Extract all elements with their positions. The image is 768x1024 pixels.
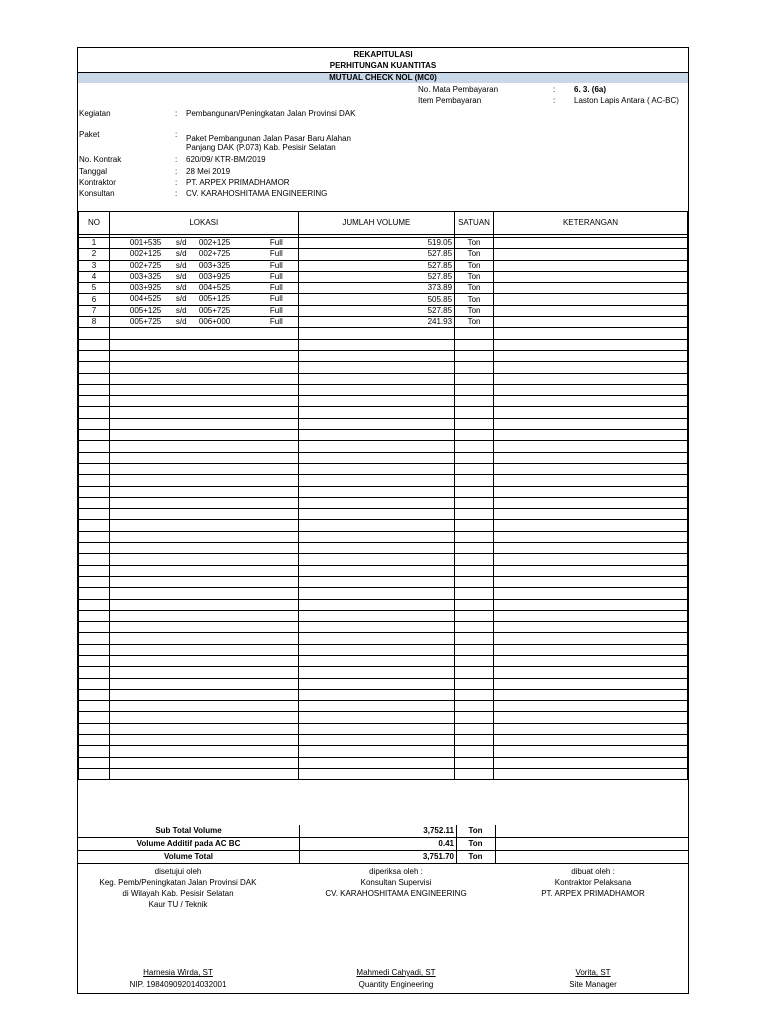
lokasi-type: Full [269, 260, 283, 270]
lokasi-type: Full [269, 317, 283, 327]
table-header-row [79, 212, 688, 235]
kontrak-sep: : [175, 155, 178, 164]
lokasi-type: Full [269, 238, 283, 247]
lokasi-type: Full [269, 249, 283, 259]
sig-middle-role: diperiksa oleh : [369, 867, 423, 876]
kegiatan-label: Kegiatan [79, 109, 111, 118]
cell-no: 3 [79, 260, 110, 271]
additif-row [78, 838, 688, 851]
empty-table-row [79, 622, 688, 633]
lokasi-type: Full [269, 294, 283, 304]
cell-lokasi [109, 305, 298, 316]
table-row [79, 283, 688, 294]
empty-table-row [79, 407, 688, 418]
sig-left-role: disetujui oleh [154, 867, 202, 876]
header-lokasi: LOKASI [109, 212, 298, 235]
empty-table-row [79, 452, 688, 463]
subtotal-label: Sub Total Volume [155, 826, 222, 835]
empty-table-row [79, 339, 688, 350]
cell-lokasi [109, 271, 298, 282]
cell-satuan: Ton [455, 260, 494, 271]
empty-table-row [79, 475, 688, 486]
empty-table-row [79, 362, 688, 373]
sig-right-org-1: Kontraktor Pelaksana [554, 878, 632, 887]
sig-left-org-2: di Wilayah Kab. Pesisir Selatan [122, 889, 234, 898]
lokasi-sd: s/d [175, 317, 187, 327]
cell-volume: 527.85 [298, 305, 454, 316]
mata-pembayaran-sep: : [553, 85, 556, 94]
cell-volume: 505.85 [298, 294, 454, 305]
sig-right-name: Vorita, ST [575, 968, 611, 977]
empty-table-row [79, 633, 688, 644]
subtotal-unit: Ton [468, 826, 483, 835]
kontrak-value: 620/09/ KTR-BM/2019 [186, 155, 266, 164]
cell-satuan: Ton [455, 271, 494, 282]
paket-value-line-1: Paket Pembangunan Jalan Pasar Baru Alahan [186, 134, 352, 143]
cell-no: 6 [79, 294, 110, 305]
cell-keterangan [494, 260, 688, 271]
tanggal-label: Tanggal [79, 167, 108, 176]
lokasi-from: 001+535 [129, 238, 162, 247]
item-pembayaran-label: Item Pembayaran [418, 96, 482, 105]
header-keterangan: KETERANGAN [494, 212, 688, 235]
empty-table-row [79, 689, 688, 700]
lokasi-to: 005+725 [198, 305, 231, 315]
lokasi-sd: s/d [175, 283, 187, 293]
sig-left-org-3: Kaur TU / Teknik [148, 900, 208, 909]
title-line-2: PERHITUNGAN KUANTITAS [329, 61, 437, 70]
total-value: 3,751.70 [422, 852, 454, 861]
cell-keterangan [494, 294, 688, 305]
cell-no: 1 [79, 238, 110, 249]
konsultan-sep: : [175, 189, 178, 198]
header-no: NO [79, 212, 110, 235]
total-unit: Ton [468, 852, 483, 861]
volume-table [78, 211, 688, 780]
lokasi-from: 002+725 [129, 260, 162, 270]
empty-table-row [79, 350, 688, 361]
lokasi-to: 003+325 [198, 260, 231, 270]
lokasi-to: 005+125 [198, 294, 231, 304]
kegiatan-sep: : [175, 109, 178, 118]
table-row [79, 249, 688, 260]
sig-right-org-2: PT. ARPEX PRIMADHAMOR [541, 889, 645, 898]
empty-table-row [79, 701, 688, 712]
cell-lokasi [109, 260, 298, 271]
empty-table-row [79, 723, 688, 734]
cell-volume: 527.85 [298, 249, 454, 260]
konsultan-value: CV. KARAHOSHITAMA ENGINEERING [186, 189, 328, 198]
lokasi-sd: s/d [175, 271, 187, 281]
lokasi-from: 003+325 [129, 271, 162, 281]
cell-no: 2 [79, 249, 110, 260]
cell-volume: 519.05 [298, 238, 454, 249]
empty-table-row [79, 610, 688, 621]
kegiatan-value: Pembangunan/Peningkatan Jalan Provinsi DAK [186, 109, 356, 118]
empty-table-row [79, 655, 688, 666]
additif-unit: Ton [468, 839, 483, 848]
cell-satuan: Ton [455, 283, 494, 294]
empty-table-row [79, 396, 688, 407]
empty-table-row [79, 644, 688, 655]
lokasi-sd: s/d [175, 305, 187, 315]
empty-table-row [79, 712, 688, 723]
subtotal-value: 3,752.11 [423, 826, 454, 835]
empty-table-row [79, 576, 688, 587]
lokasi-sd: s/d [175, 238, 187, 247]
lokasi-from: 003+925 [129, 283, 162, 293]
mata-pembayaran-label: No. Mata Pembayaran [418, 85, 499, 94]
empty-table-row [79, 588, 688, 599]
title-line-3: MUTUAL CHECK NOL (MC0) [329, 73, 437, 82]
additif-label: Volume Additif pada AC BC [136, 839, 241, 848]
cell-satuan: Ton [455, 305, 494, 316]
cell-keterangan [494, 283, 688, 294]
empty-table-row [79, 430, 688, 441]
cell-satuan: Ton [455, 294, 494, 305]
table-row [79, 271, 688, 282]
empty-table-row [79, 531, 688, 542]
empty-table-row [79, 418, 688, 429]
lokasi-from: 002+125 [129, 249, 162, 259]
title-divider [78, 72, 688, 73]
empty-table-row [79, 599, 688, 610]
kontrak-label: No. Kontrak [79, 155, 122, 164]
table-row [79, 260, 688, 271]
empty-table-row [79, 768, 688, 779]
paket-value-line-2: Panjang DAK (P.073) Kab. Pesisir Selatan [186, 143, 336, 152]
cell-volume: 373.89 [298, 283, 454, 294]
table-row [79, 294, 688, 305]
table-row [79, 317, 688, 328]
empty-table-row [79, 441, 688, 452]
konsultan-label: Konsultan [79, 189, 115, 198]
empty-table-row [79, 667, 688, 678]
table-row [79, 238, 688, 249]
empty-table-row [79, 463, 688, 474]
cell-lokasi [109, 283, 298, 294]
cell-no: 4 [79, 271, 110, 282]
sig-middle-org-1: Konsultan Supervisi [360, 878, 432, 887]
cell-volume: 241.93 [298, 317, 454, 328]
cell-keterangan [494, 238, 688, 249]
paket-sep: : [175, 130, 178, 139]
lokasi-from: 005+125 [129, 305, 162, 315]
kontraktor-label: Kontraktor [79, 178, 116, 187]
lokasi-from: 005+725 [129, 317, 162, 327]
lokasi-to: 002+725 [198, 249, 231, 259]
sig-left-title: NIP. 198409092014032001 [129, 980, 227, 989]
paket-label: Paket [79, 130, 100, 139]
cell-lokasi [109, 317, 298, 328]
empty-table-row [79, 486, 688, 497]
empty-table-row [79, 757, 688, 768]
cell-satuan: Ton [455, 238, 494, 249]
subtotal-row [78, 825, 688, 838]
additif-value: 0.41 [438, 839, 454, 848]
item-pembayaran-sep: : [553, 96, 556, 105]
empty-table-row [79, 735, 688, 746]
kontraktor-value: PT. ARPEX PRIMADHAMOR [186, 178, 290, 187]
cell-lokasi [109, 294, 298, 305]
sig-left-name: Harnesia Wirda, ST [143, 968, 213, 977]
empty-table-row [79, 497, 688, 508]
empty-table-row [79, 678, 688, 689]
sig-right-title: Site Manager [569, 980, 617, 989]
lokasi-to: 003+925 [198, 271, 231, 281]
sig-left-org-1: Keg. Pemb/Peningkatan Jalan Provinsi DAK [99, 878, 257, 887]
lokasi-type: Full [269, 283, 283, 293]
empty-table-row [79, 565, 688, 576]
lokasi-to: 004+525 [198, 283, 231, 293]
cell-lokasi [109, 238, 298, 249]
empty-table-row [79, 509, 688, 520]
cell-volume: 527.85 [298, 260, 454, 271]
cell-satuan: Ton [455, 249, 494, 260]
tanggal-value: 28 Mei 2019 [186, 167, 231, 176]
cell-keterangan [494, 271, 688, 282]
lokasi-type: Full [269, 271, 283, 281]
cell-satuan: Ton [455, 317, 494, 328]
document-sheet [77, 47, 689, 994]
header-volume: JUMLAH VOLUME [298, 212, 454, 235]
cell-keterangan [494, 249, 688, 260]
cell-no: 5 [79, 283, 110, 294]
cell-volume: 527.85 [298, 271, 454, 282]
empty-table-row [79, 543, 688, 554]
lokasi-sd: s/d [175, 260, 187, 270]
empty-table-row [79, 746, 688, 757]
empty-table-row [79, 384, 688, 395]
lokasi-from: 004+525 [129, 294, 162, 304]
cell-keterangan [494, 305, 688, 316]
kontraktor-sep: : [175, 178, 178, 187]
lokasi-sd: s/d [175, 249, 187, 259]
empty-table-row [79, 520, 688, 531]
empty-table-row [79, 373, 688, 384]
empty-table-row [79, 554, 688, 565]
tanggal-sep: : [175, 167, 178, 176]
cell-no: 8 [79, 317, 110, 328]
mata-pembayaran-value: 6. 3. (6a) [574, 85, 607, 94]
table-row [79, 305, 688, 316]
cell-no: 7 [79, 305, 110, 316]
total-row [78, 851, 688, 864]
total-label: Volume Total [163, 852, 214, 861]
lokasi-to: 006+000 [198, 317, 231, 327]
title-line-1: REKAPITULASI [353, 50, 413, 59]
cell-lokasi [109, 249, 298, 260]
sig-middle-title: Quantity Engineering [358, 980, 434, 989]
cell-keterangan [494, 317, 688, 328]
sig-middle-name: Mahmedi Cahyadi, ST [356, 968, 436, 977]
lokasi-type: Full [269, 305, 283, 315]
item-pembayaran-value: Laston Lapis Antara ( AC-BC) [574, 96, 679, 105]
header-satuan: SATUAN [455, 212, 494, 235]
lokasi-to: 002+125 [198, 238, 231, 247]
sig-right-role: dibuat oleh : [571, 867, 615, 876]
sig-middle-org-2: CV. KARAHOSHITAMA ENGINEERING [325, 889, 467, 898]
empty-table-row [79, 328, 688, 339]
lokasi-sd: s/d [175, 294, 187, 304]
